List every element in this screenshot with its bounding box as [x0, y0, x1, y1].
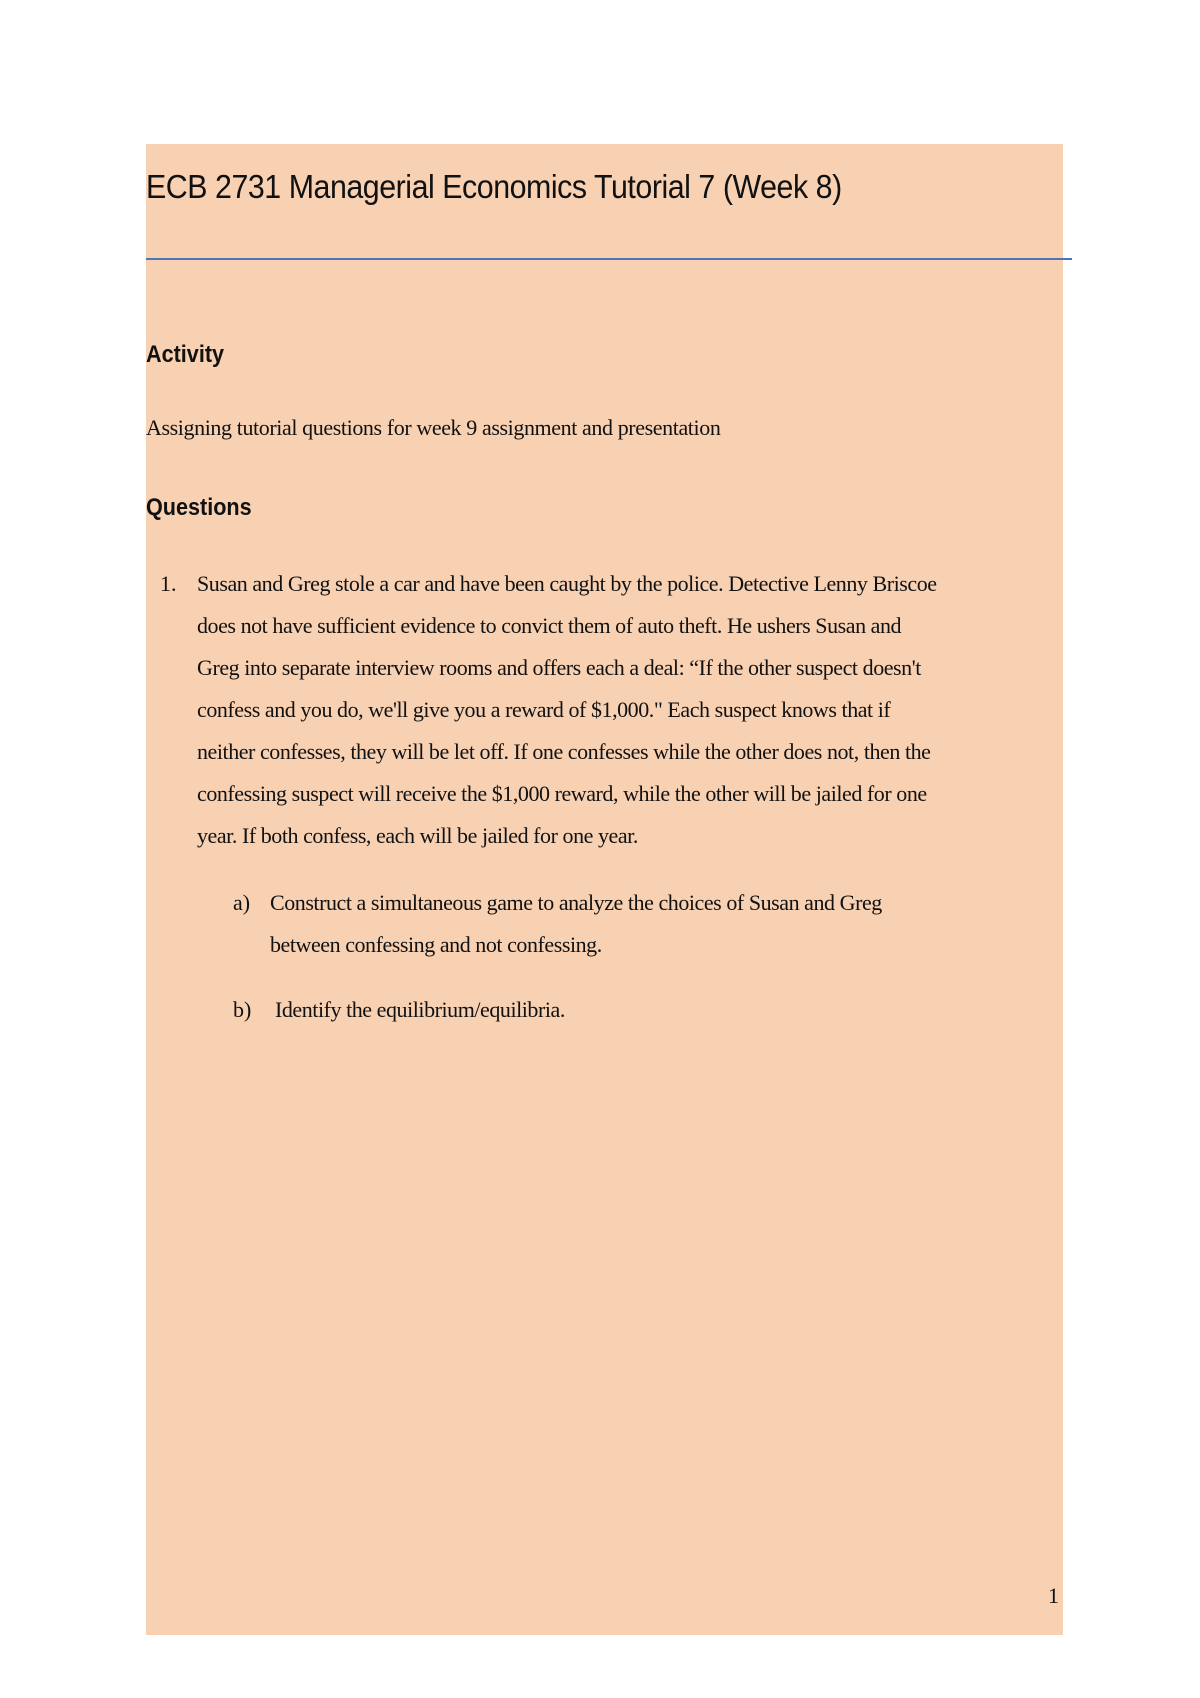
question-text: [197, 563, 1063, 857]
page-number: 1: [1048, 1583, 1059, 1608]
question-line: confessing suspect will receive the $1,000 reward, while the other will be jailed for one: [197, 781, 927, 806]
activity-text: Assigning tutorial questions for week 9 assignment and presentation: [146, 415, 721, 440]
sub-question-a-label: a): [233, 890, 251, 915]
question-number: 1.: [160, 571, 177, 596]
question-line: neither confesses, they will be let off. If one confesses while the other does not, then the: [197, 739, 931, 764]
sub-question-a-line: between confessing and not confessing.: [270, 932, 602, 957]
question-line: does not have sufficient evidence to convict them of auto theft. He ushers Susan and: [197, 613, 902, 638]
question-line: year. If both confess, each will be jailed for one year.: [197, 823, 638, 848]
sub-question-b-label: b): [233, 997, 252, 1022]
sub-question-a-line: Construct a simultaneous game to analyze the choices of Susan and Greg: [270, 890, 882, 915]
question-line: confess and you do, we'll give you a reward of $1,000." Each suspect knows that if: [197, 697, 891, 722]
questions-heading: Questions: [146, 494, 252, 521]
sub-question-a-text: [270, 882, 882, 966]
document-title: ECB 2731 Managerial Economics Tutorial 7 (Week 8): [146, 168, 842, 205]
title-divider: [146, 258, 1072, 260]
activity-heading: Activity: [146, 341, 225, 368]
question-line: Greg into separate interview rooms and offers each a deal: “If the other suspect doesn't: [197, 655, 921, 680]
sub-question-b-text: Identify the equilibrium/equilibria.: [275, 997, 565, 1022]
question-line: Susan and Greg stole a car and have been caught by the police. Detective Lenny Briscoe: [197, 571, 937, 596]
